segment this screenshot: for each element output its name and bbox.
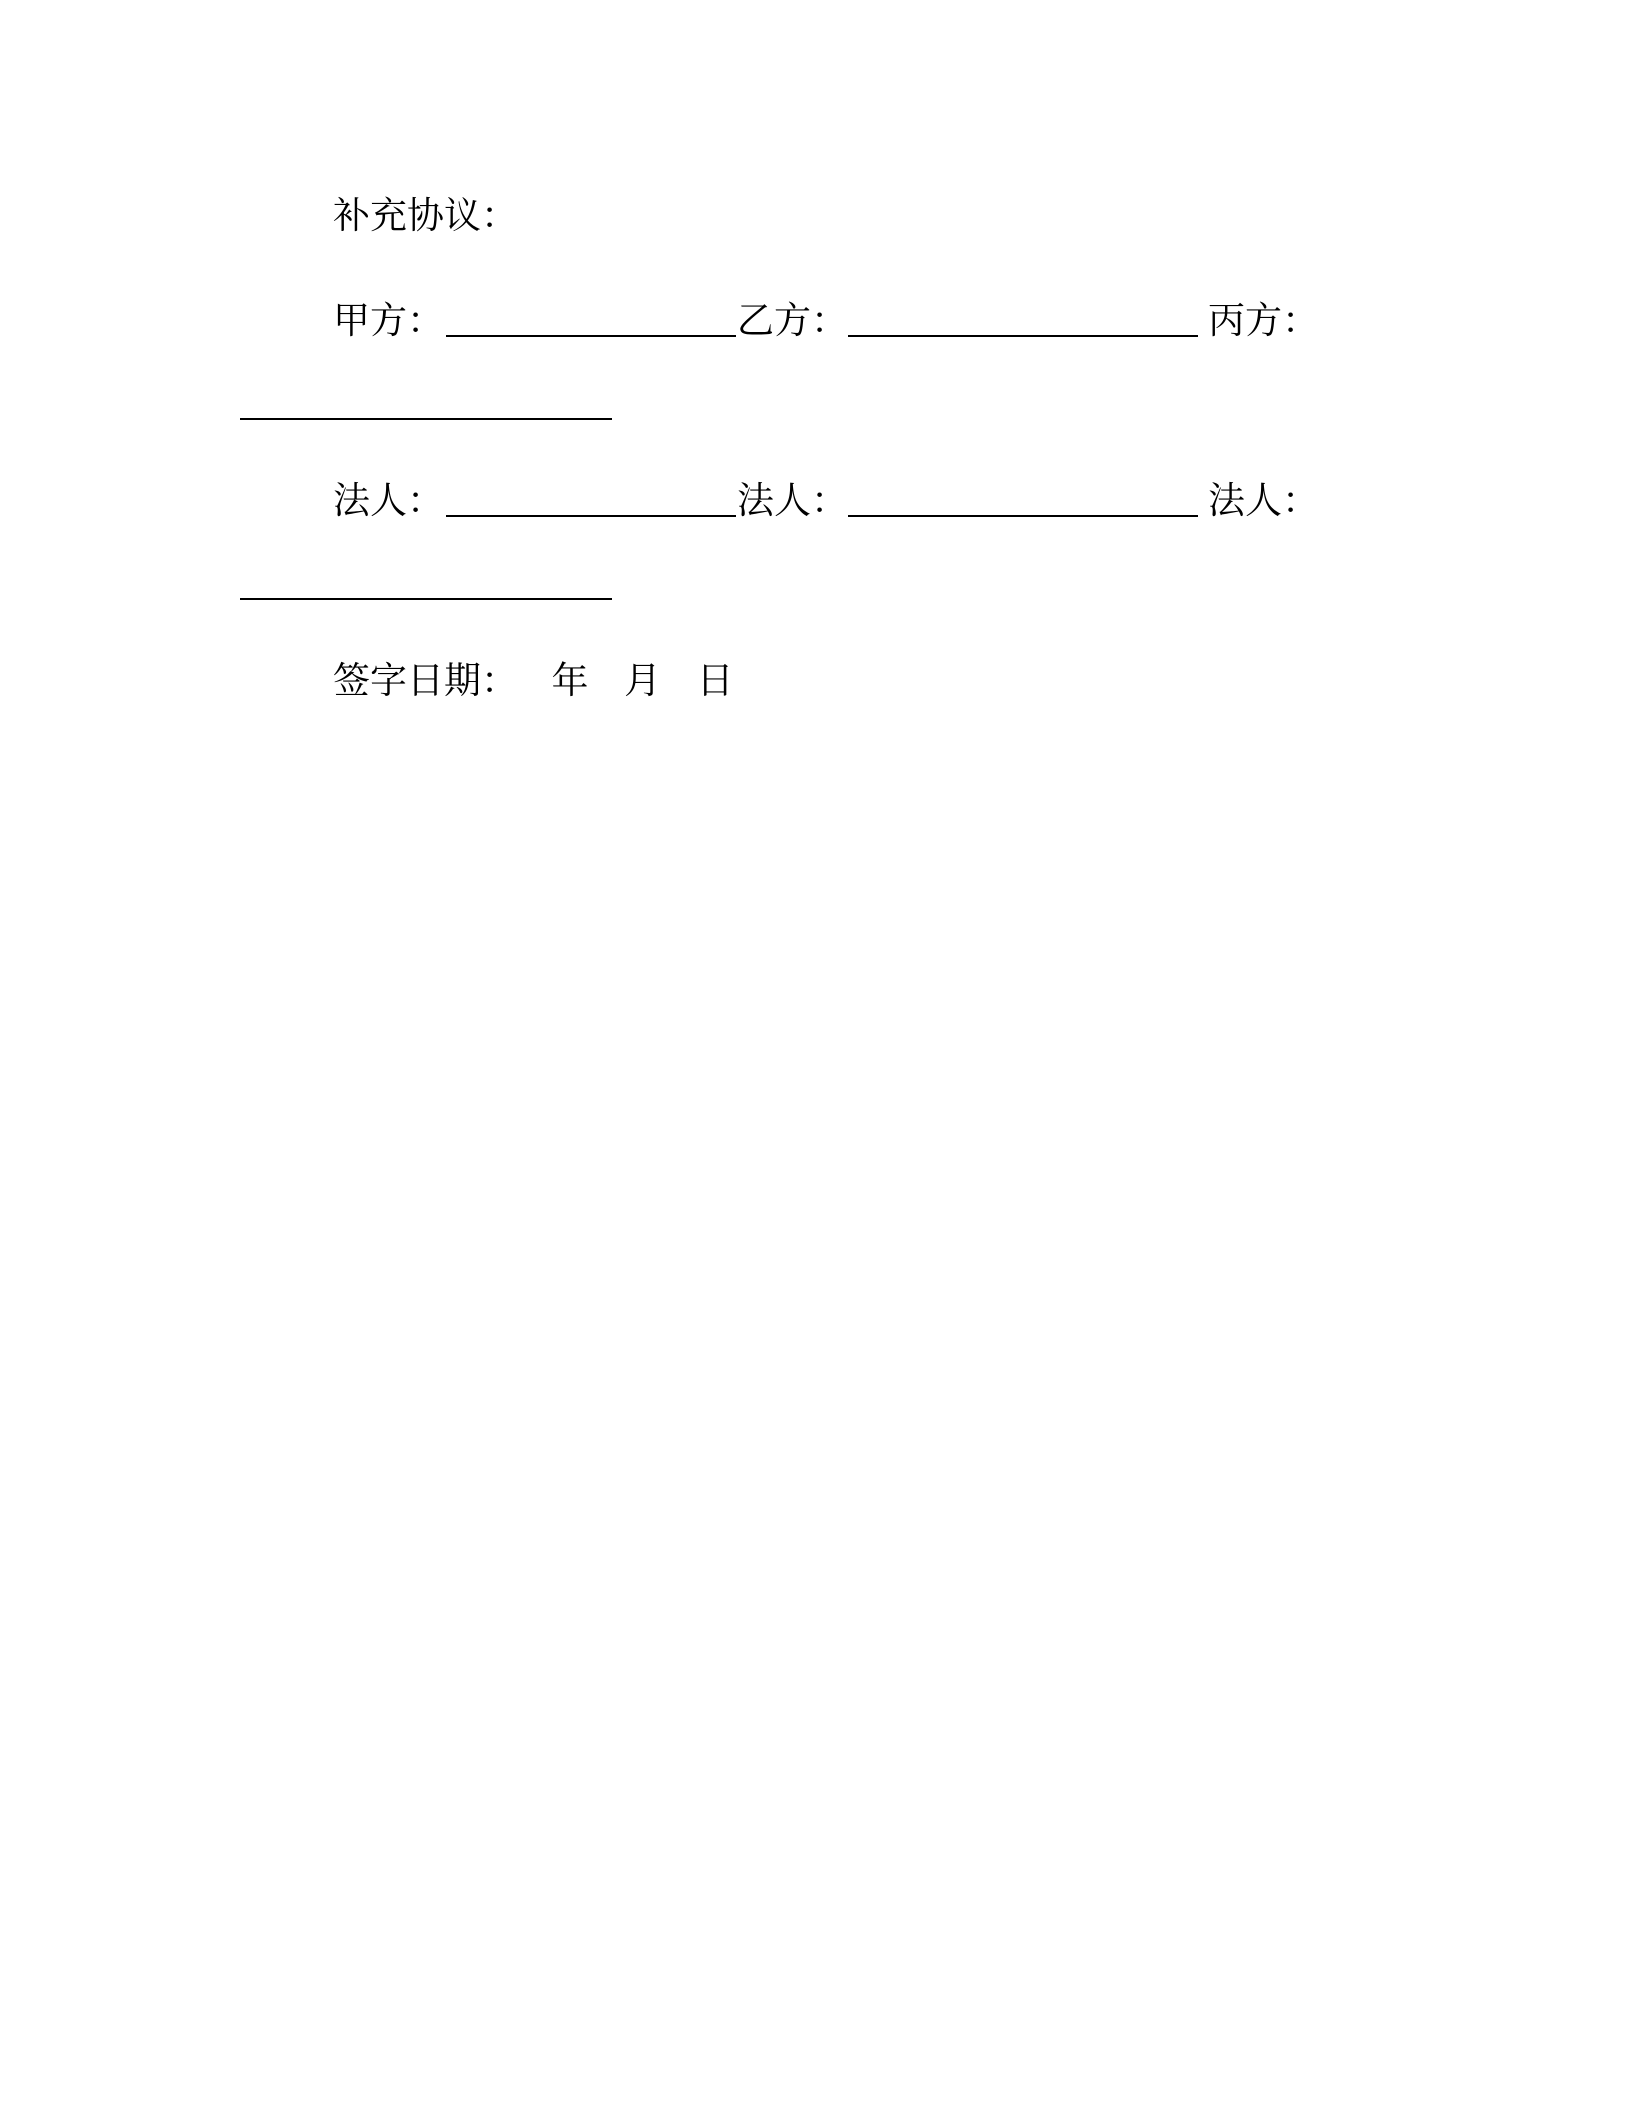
party-b-blank[interactable] (848, 335, 1198, 337)
party-b-label: 乙方： (737, 299, 848, 342)
rep-b-label: 法人： (737, 479, 848, 522)
signature-date (333, 659, 734, 703)
signature-year: 年 (551, 659, 589, 702)
party-c-blank[interactable] (240, 418, 612, 420)
rep-a-label: 法人： (333, 479, 444, 522)
heading-text: 补充协议： (333, 194, 518, 237)
heading (333, 194, 518, 238)
party-a-label: 甲方： (333, 299, 444, 342)
rep-c-label: 法人： (1208, 479, 1319, 522)
rep-a-blank[interactable] (446, 515, 736, 517)
signature-date-label: 签字日期： (333, 659, 518, 702)
party-c-label: 丙方： (1208, 299, 1319, 342)
rep-c-blank[interactable] (240, 598, 612, 600)
signature-month: 月 (624, 659, 662, 702)
party-a-blank[interactable] (446, 335, 736, 337)
rep-b-blank[interactable] (848, 515, 1198, 517)
signature-day: 日 (696, 659, 734, 702)
